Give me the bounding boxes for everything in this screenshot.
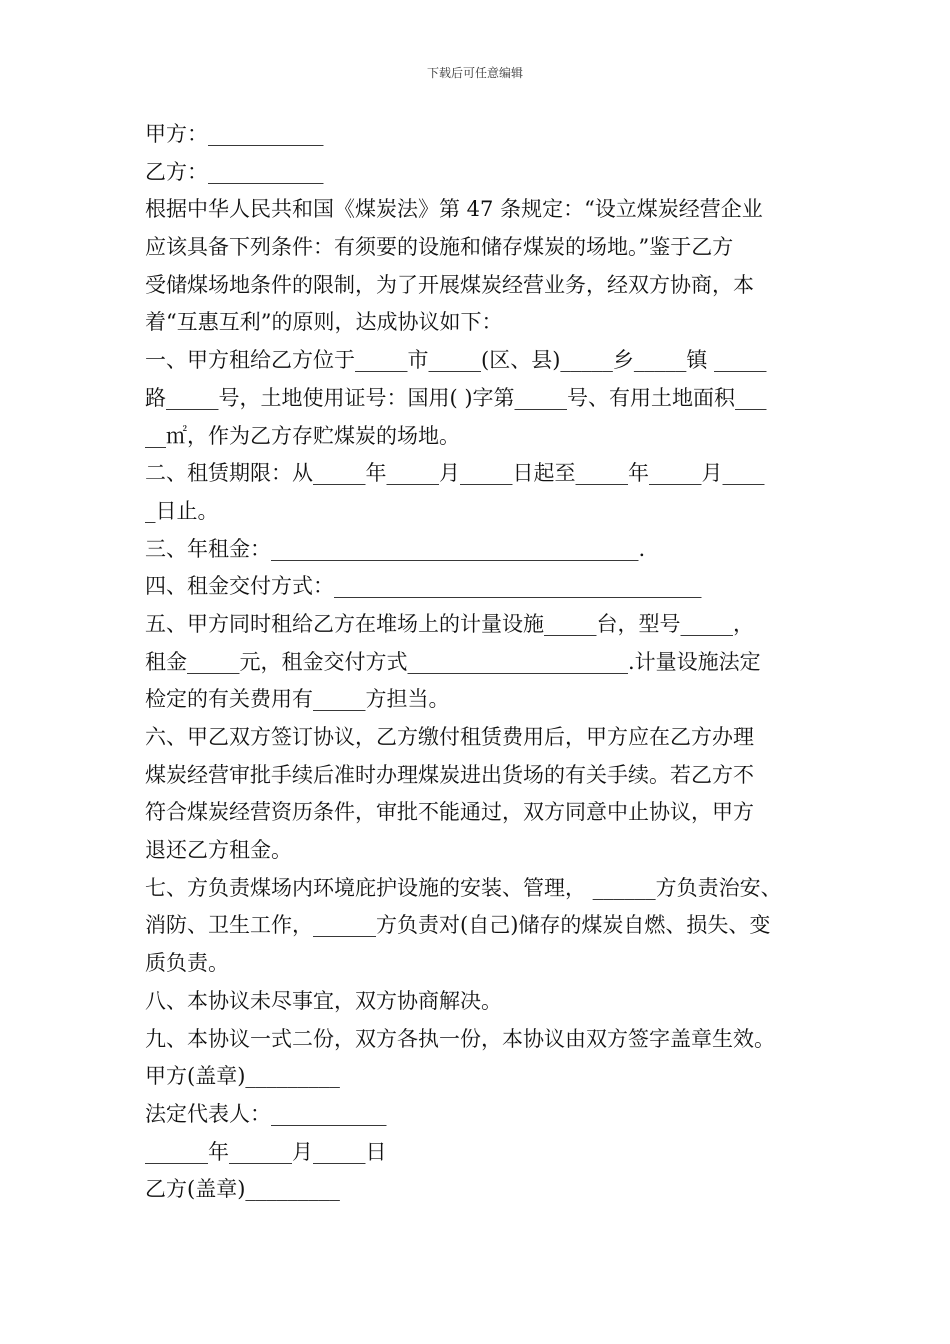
party-a-line: 甲方：___________: [145, 122, 324, 146]
clause-6-line: 退还乙方租金。: [145, 838, 292, 863]
clause-1-line: __㎡，作为乙方存贮煤炭的场地。: [145, 423, 460, 448]
clause-7-line: 质负责。: [145, 951, 229, 976]
clause-6-line: 煤炭经营审批手续后准时办理煤炭进出货场的有关手续。若乙方不: [145, 762, 754, 787]
clause-5-line: 租金_____元，租金交付方式_____________________.计量设施法定: [145, 649, 761, 674]
clause-6-line: 符合煤炭经营资历条件，审批不能通过，双方同意中止协议，甲方: [145, 800, 754, 825]
clause-5-line: 检定的有关费用有_____方担当。: [145, 687, 450, 712]
party-a-seal-line: 甲方(盖章)_________: [145, 1064, 340, 1089]
preamble-line: 根据中华人民共和国《煤炭法》第 47 条规定：“设立煤炭经营企业: [145, 197, 763, 222]
clause-8-line: 八、本协议未尽事宜，双方协商解决。: [145, 988, 502, 1013]
legal-representative-line: 法定代表人：___________: [145, 1101, 387, 1126]
clause-9-line: 九、本协议一式二份，双方各执一份，本协议由双方签字盖章生效。: [145, 1026, 775, 1051]
clause-4-line: 四、租金交付方式：___________________________________: [145, 574, 702, 599]
document-body: [145, 116, 815, 1209]
clause-6-line: 六、甲乙双方签订协议，乙方缴付租赁费用后，甲方应在乙方办理: [145, 725, 754, 749]
party-b-seal-line: 乙方(盖章)_________: [145, 1177, 340, 1202]
clause-3-line: 三、年租金：___________________________________.: [145, 536, 646, 561]
preamble-line: 受储煤场地条件的限制，为了开展煤炭经营业务，经双方协商，本: [145, 272, 754, 297]
clause-1-line: 一、甲方租给乙方位于_____市_____(区、县)_____乡_____镇 _____: [145, 348, 767, 373]
preamble-line: 应该具备下列条件：有须要的设施和储存煤炭的场地。”鉴于乙方: [145, 235, 734, 260]
clause-5-line: 五、甲方同时租给乙方在堆场上的计量设施_____台，型号_____，: [145, 611, 754, 636]
clause-7-line: 消防、卫生工作，______方负责对(自己)储存的煤炭自燃、损失、变: [145, 913, 771, 938]
clause-1-line: 路_____号，土地使用证号：国用( )字第_____号、有用土地面积___: [145, 385, 767, 410]
clause-7-line: 七、方负责煤场内环境庇护设施的安装、管理， ______方负责治安、: [145, 875, 782, 900]
preamble-line: 着“互惠互利”的原则，达成协议如下：: [145, 310, 503, 335]
clause-2-line: 二、租赁期限：从_____年_____月_____日起至_____年_____月____: [145, 461, 765, 486]
page-header: 下载后可任意编辑: [426, 66, 523, 80]
party-b-line: 乙方：___________: [145, 159, 324, 184]
date-line: ______年______月_____日: [145, 1139, 387, 1164]
clause-2-line: _日止。: [145, 498, 219, 523]
